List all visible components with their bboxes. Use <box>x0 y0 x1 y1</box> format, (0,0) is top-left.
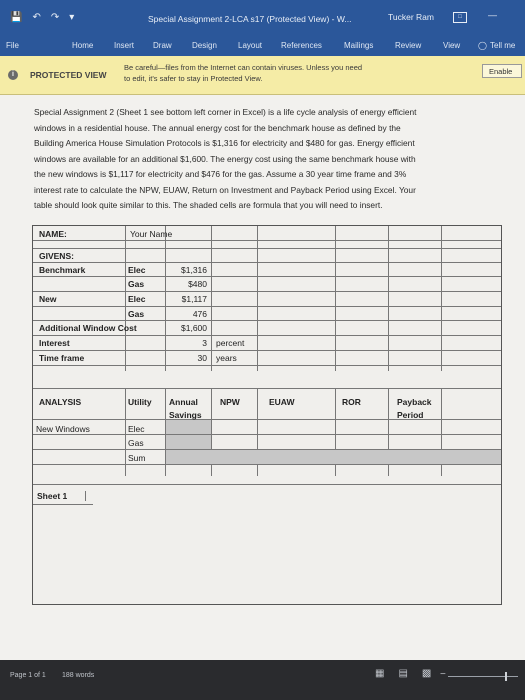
utility-row-gas: Gas <box>128 438 144 448</box>
time-frame-value: 30 <box>197 353 207 363</box>
new-elec-value: $1,117 <box>181 294 207 304</box>
shaded-cell <box>166 420 211 434</box>
paragraph-line: windows are available for an additional $1,600. The energy cost using the same benchmark house with <box>34 153 416 164</box>
grid-line <box>33 248 501 249</box>
annual-savings-header: Annual <box>169 397 198 407</box>
additional-cost-label: Additional Window Cost <box>39 323 137 333</box>
page-count[interactable]: Page 1 of 1 <box>10 672 46 679</box>
benchmark-elec-value: $1,316 <box>181 265 207 275</box>
interest-value: 3 <box>202 338 207 348</box>
paragraph-line: windows in a residential house. The annual energy cost for the benchmark house as defined by the <box>34 122 401 133</box>
paragraph-line: Special Assignment 2 (Sheet 1 see bottom left corner in Excel) is a life cycle analysis of energy efficient <box>34 107 417 117</box>
paragraph-line: the new windows is $1,117 for electricity and $476 for the gas. Assume a 30 year time frame and 3% <box>34 169 407 179</box>
utility-row-elec: Elec <box>128 424 145 434</box>
save-icon[interactable]: 💾 <box>10 12 23 23</box>
tab-layout[interactable]: Layout <box>238 41 263 50</box>
tab-home[interactable]: Home <box>72 41 94 50</box>
tab-view[interactable]: View <box>443 41 461 50</box>
benchmark-label: Benchmark <box>39 265 86 275</box>
grid-line <box>33 291 501 292</box>
status-bar <box>0 660 525 700</box>
grid-line <box>33 365 501 366</box>
user-name[interactable]: Tucker Ram <box>388 12 434 22</box>
grid-line <box>33 320 501 321</box>
grid-line <box>33 335 501 336</box>
zoom-slider[interactable] <box>448 676 518 677</box>
paragraph-line: table should look quite similar to this. The shaded cells are formula that you will need to insert. <box>34 200 383 210</box>
interest-label: Interest <box>39 338 70 348</box>
new-windows-label: New Windows <box>36 424 90 434</box>
new-elec-label: Elec <box>128 294 146 304</box>
word-count[interactable]: 188 words <box>62 672 95 679</box>
assignment-paragraph <box>34 105 514 214</box>
web-layout-icon[interactable]: ▩ <box>421 668 432 679</box>
grid-line <box>33 350 501 351</box>
tab-insert[interactable]: Insert <box>114 41 135 50</box>
grid-line <box>33 240 501 241</box>
grid-line <box>33 419 501 420</box>
grid-line <box>33 306 501 307</box>
spreadsheet-table <box>32 225 502 605</box>
undo-icon[interactable]: ↶ <box>32 12 41 23</box>
npw-header: NPW <box>220 397 240 407</box>
time-frame-unit: years <box>216 353 237 363</box>
enable-editing-button[interactable]: Enable <box>482 64 522 78</box>
tab-review[interactable]: Review <box>395 41 422 50</box>
info-icon: i <box>8 70 18 80</box>
new-gas-value: 476 <box>192 309 207 319</box>
euaw-header: EUAW <box>269 397 295 407</box>
ribbon-display-icon[interactable]: □ <box>453 12 467 23</box>
utility-header: Utility <box>128 397 152 407</box>
grid-line <box>33 484 501 485</box>
additional-cost-value: $1,600 <box>181 323 207 333</box>
grid-line <box>33 504 93 505</box>
grid-line <box>125 388 126 476</box>
benchmark-elec-label: Elec <box>128 265 146 275</box>
tab-file[interactable]: File <box>6 41 19 50</box>
grid-line <box>33 388 501 389</box>
interest-unit: percent <box>216 338 245 348</box>
paragraph-line: interest rate to calculate the NPW, EUAW, Return on Investment and Payback Period using Excel. Your <box>34 184 416 195</box>
window-title: Special Assignment 2-LCA s17 (Protected View) - W... <box>148 14 352 24</box>
document-page[interactable] <box>0 95 525 660</box>
annual-savings-header-2: Savings <box>169 410 202 420</box>
protected-view-bar <box>0 56 525 95</box>
tell-me-box[interactable]: Tell me <box>490 41 516 50</box>
tab-design[interactable]: Design <box>192 41 217 50</box>
new-gas-label: Gas <box>128 309 145 319</box>
view-buttons <box>375 668 431 679</box>
new-label: New <box>39 294 57 304</box>
name-value: Your Name <box>130 229 173 239</box>
minimize-icon[interactable]: — <box>488 10 497 20</box>
paragraph-line: Building America House Simulation Protocols is $1,316 for electricity and $480 for gas. Energy efficient <box>34 138 415 148</box>
print-layout-icon[interactable]: ▤ <box>398 668 408 679</box>
time-frame-label: Time frame <box>39 353 85 363</box>
ribbon-tabs <box>0 36 525 56</box>
shaded-cell <box>166 435 211 449</box>
utility-row-sum: Sum <box>128 453 146 463</box>
ror-header: ROR <box>342 397 361 407</box>
payback-header: Payback <box>397 397 432 407</box>
tab-mailings[interactable]: Mailings <box>344 41 374 50</box>
analysis-header: ANALYSIS <box>39 397 82 407</box>
tab-references[interactable]: References <box>281 41 322 50</box>
quick-access-toolbar <box>10 12 74 23</box>
protected-view-message: Be careful—files from the Internet can contain viruses. Unless you need to edit, it's safer to stay in Protected View. <box>124 63 363 83</box>
redo-icon[interactable]: ↷ <box>50 12 60 23</box>
benchmark-gas-value: $480 <box>188 279 207 289</box>
read-mode-icon[interactable]: ▦ <box>375 668 385 679</box>
protected-view-label: PROTECTED VIEW <box>30 70 107 80</box>
grid-line <box>33 434 501 435</box>
lightbulb-icon: ◯ <box>478 41 487 50</box>
benchmark-gas-label: Gas <box>128 279 145 289</box>
tab-draw[interactable]: Draw <box>153 41 172 50</box>
sheet-tab: Sheet 1 <box>37 491 86 501</box>
zoom-out-icon[interactable]: − <box>440 669 446 680</box>
grid-line <box>33 276 501 277</box>
grid-line <box>33 464 501 465</box>
payback-header-2: Period <box>397 410 424 420</box>
customize-icon[interactable]: ▾ <box>69 12 75 23</box>
shaded-cell <box>166 450 501 464</box>
grid-line <box>33 262 501 263</box>
zoom-slider-thumb[interactable] <box>505 672 507 681</box>
title-bar <box>0 0 525 36</box>
givens-label: GIVENS: <box>39 251 74 261</box>
name-label: NAME: <box>39 229 67 239</box>
